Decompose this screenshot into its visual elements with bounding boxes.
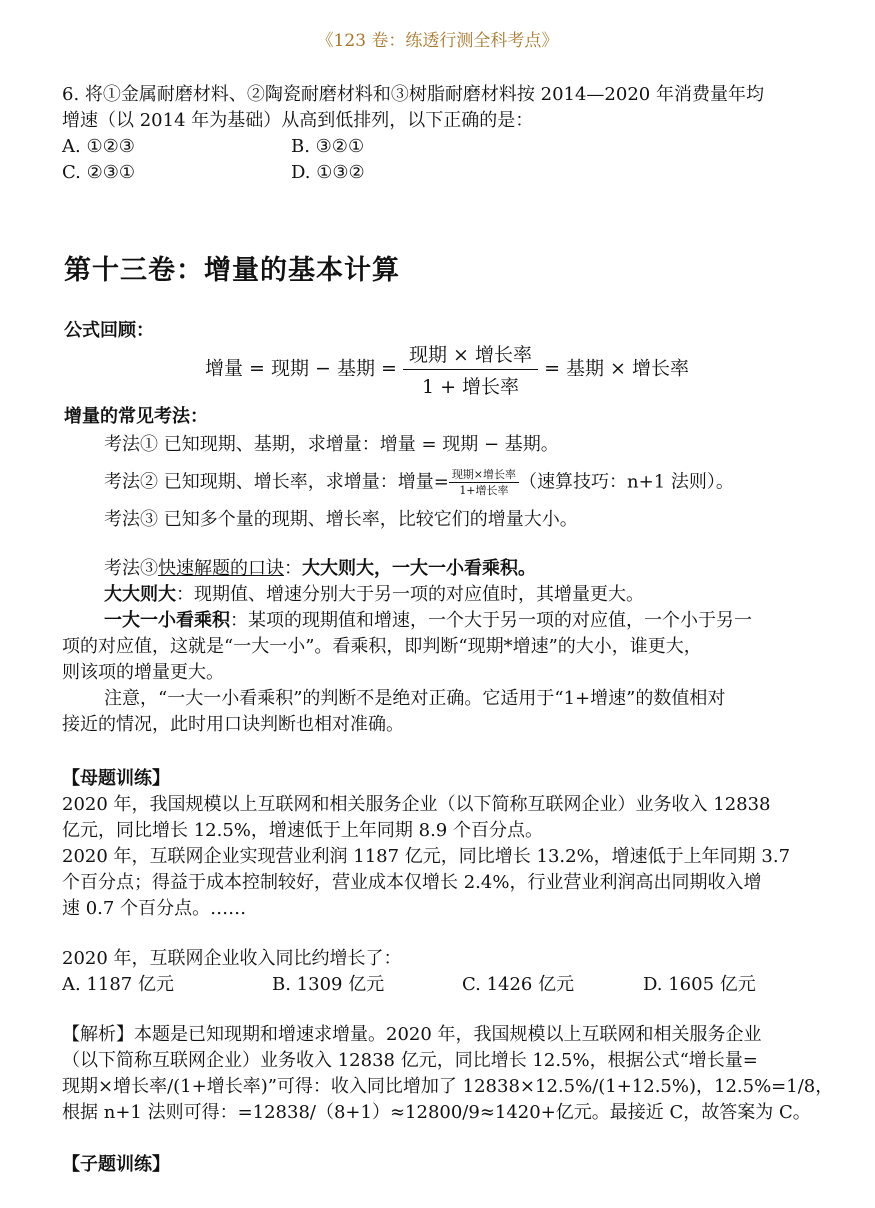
- analysis-line-1: 【解析】本题是已知现期和增速求增量。2020 年，我国规模以上互联网和相关服务企业: [62, 1024, 762, 1045]
- formula-fraction: [403, 340, 538, 399]
- tip-colon: ：: [284, 558, 302, 579]
- tip-line: [104, 556, 536, 582]
- q6-line-1: 6. 将①金属耐磨材料、②陶瓷耐磨材料和③树脂耐磨材料按 2014—2020 年消费量年均: [62, 84, 764, 105]
- rule-yida-line-3: 则该项的增量更大。: [62, 662, 224, 683]
- formula-denominator: 1 + 增长率: [421, 376, 520, 398]
- formula-numerator: 现期 × 增长率: [403, 340, 538, 370]
- rule-yida-text-1: ：某项的现期值和增速，一个大于另一项的对应值，一个小于另一: [230, 610, 752, 631]
- mother-p1-line-2: 亿元，同比增长 12.5%，增速低于上年同期 8.9 个百分点。: [62, 820, 543, 841]
- formula-label: 公式回顾：: [64, 320, 154, 341]
- q6-line-2: 增速（以 2014 年为基础）从高到低排列，以下正确的是：: [62, 110, 534, 131]
- methods-heading: 增量的常见考法：: [64, 406, 208, 427]
- method-3: 考法③ 已知多个量的现期、增长率，比较它们的增量大小。: [104, 509, 578, 530]
- tip-underline: 快速解题的口诀: [158, 558, 284, 579]
- tip-prefix: 考法③: [104, 558, 158, 579]
- tip-rule: 大大则大，一大一小看乘积。: [302, 558, 536, 579]
- mother-option-b: B. 1309 亿元: [272, 974, 385, 995]
- note-line-1: 注意，“一大一小看乘积”的判断不是绝对正确。它适用于“1+增速”的数值相对: [104, 688, 726, 709]
- mother-heading: 【母题训练】: [62, 768, 170, 789]
- mother-option-d: D. 1605 亿元: [643, 974, 756, 995]
- method-2-numerator: 现期×增长率: [449, 468, 519, 483]
- section-title: 第十三卷：增量的基本计算: [64, 255, 400, 286]
- method-2-denominator: 1+增长率: [459, 484, 509, 497]
- mother-option-c: C. 1426 亿元: [462, 974, 575, 995]
- q6-option-a: A. ①②③: [62, 136, 135, 157]
- formula-right: = 基期 × 增长率: [544, 357, 690, 380]
- analysis-line-2: （以下简称互联网企业）业务收入 12838 亿元，同比增长 12.5%，根据公式“增长量=: [62, 1050, 758, 1071]
- mother-p1-line-1: 2020 年，我国规模以上互联网和相关服务企业（以下简称互联网企业）业务收入 12838: [62, 794, 771, 815]
- rule-dada-label: 大大则大: [104, 584, 176, 605]
- rule-yida-line-1: [104, 608, 752, 634]
- analysis-line-3: 现期×增长率/(1+增长率)”可得：收入同比增加了 12838×12.5%/(1+12.5%)，12.5%=1/8，: [62, 1076, 834, 1097]
- method-2-text: 考法② 已知现期、增长率，求增量：增量=: [104, 471, 449, 493]
- mother-option-a: A. 1187 亿元: [62, 974, 174, 995]
- mother-p2-line-3: 速 0.7 个百分点。……: [62, 898, 247, 919]
- rule-yida-line-2: 项的对应值，这就是“一大一小”。看乘积，即判断“现期*增速”的大小，谁更大，: [62, 636, 702, 657]
- formula-left: 增量 = 现期 − 基期 =: [205, 357, 397, 380]
- formula: [205, 340, 689, 399]
- rule-dada: [104, 582, 644, 608]
- method-2: [104, 468, 734, 497]
- method-2-tip: （速算技巧：n+1 法则）。: [519, 471, 734, 493]
- rule-dada-text: ：现期值、增速分别大于另一项的对应值时，其增量更大。: [176, 584, 644, 605]
- method-1: 考法① 已知现期、基期，求增量：增量 = 现期 − 基期。: [104, 434, 559, 455]
- mother-p2-line-2: 个百分点；得益于成本控制较好，营业成本仅增长 2.4%，行业营业利润高出同期收入增: [62, 872, 762, 893]
- q6-option-b: B. ③②①: [291, 136, 365, 157]
- analysis-line-4: 根据 n+1 法则可得：=12838/（8+1）≈12800/9≈1420+亿元。最接近 C，故答案为 C。: [62, 1102, 811, 1123]
- mother-question: 2020 年，互联网企业收入同比约增长了：: [62, 948, 402, 969]
- rule-yida-label: 一大一小看乘积: [104, 610, 230, 631]
- q6-option-c: C. ②③①: [62, 162, 135, 183]
- sub-heading: 【子题训练】: [62, 1154, 170, 1175]
- note-line-2: 接近的情况，此时用口诀判断也相对准确。: [62, 714, 404, 735]
- method-2-fraction: [449, 468, 519, 497]
- mother-p2-line-1: 2020 年，互联网企业实现营业利润 1187 亿元，同比增长 13.2%，增速低于上年同期 3.7: [62, 846, 791, 867]
- page-header-title: 《123 卷：练透行测全科考点》: [316, 31, 559, 51]
- q6-option-d: D. ①③②: [291, 162, 365, 183]
